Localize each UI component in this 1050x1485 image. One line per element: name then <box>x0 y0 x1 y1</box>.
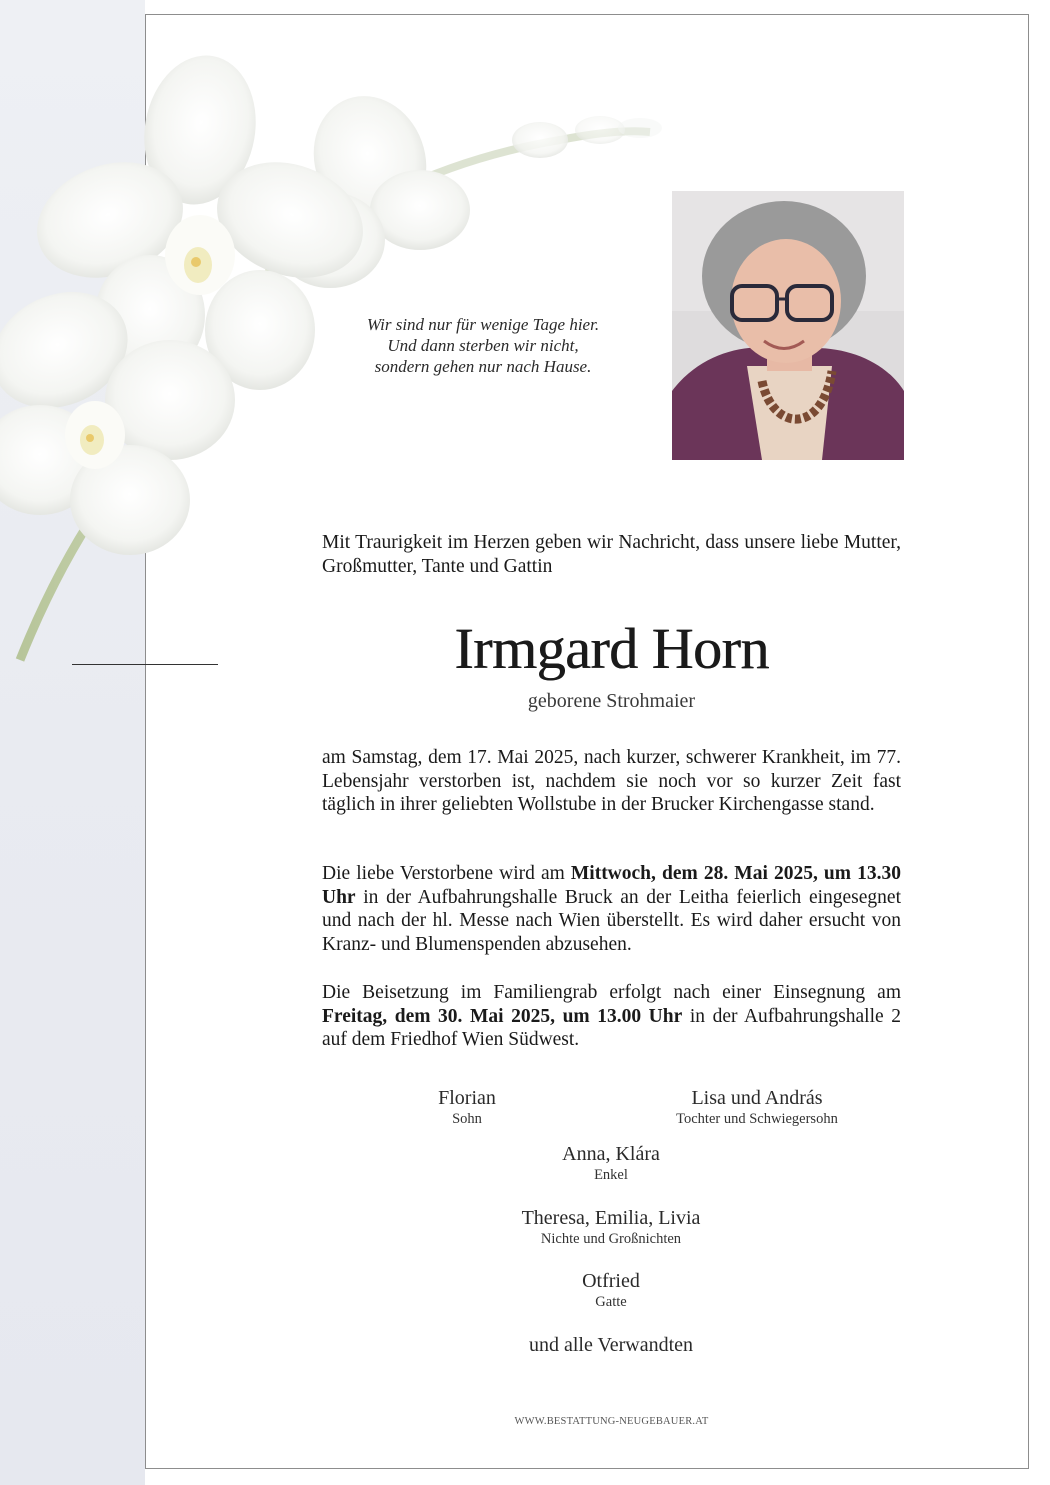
mourner-entry <box>480 1206 742 1249</box>
text-span: Die liebe Verstorbene wird am <box>322 863 571 884</box>
text-span: Die Beisetzung im Familiengrab erfolgt nach einer Einsegnung am <box>322 982 901 1003</box>
death-paragraph: am Samstag, dem 17. Mai 2025, nach kurzer, schwerer Krankheit, im 77. Lebensjahr verstorben ist, nachdem sie noch vor so kurzer Zeit fast täglich in ihrer geliebten Wollstube in der Brucker Kirchengasse stand. <box>322 747 901 816</box>
text-span: in der Aufbahrungshalle 2 auf dem Friedhof Wien Südwest. <box>322 1005 901 1051</box>
mourner-relation: Enkel <box>594 1167 628 1183</box>
closing-text: und alle Verwandten <box>528 1334 694 1356</box>
portrait-photo <box>672 191 904 460</box>
text-span: in der Aufbahrungshalle Bruck an der Leitha feierlich eingesegnet und nach der hl. Messe nach Wien überstellt. Es wird daher ersucht von Kranz- und Blumenspenden abzusehen. <box>322 886 901 955</box>
burial-date: Freitag, dem 30. Mai 2025, um 13.00 Uhr <box>322 1005 683 1027</box>
mourner-names: Theresa, Emilia, Livia <box>521 1207 701 1229</box>
website-url: WWW.BESTATTUNG-NEUGEBAUER.AT <box>514 1416 709 1427</box>
funeral-date: Mittwoch, dem 28. Mai 2025, um 13.30 Uhr <box>322 863 901 908</box>
mourner-relation: Tochter und Schwiegersohn <box>676 1111 838 1127</box>
mourner-entry <box>500 1269 722 1312</box>
funeral-paragraph <box>322 862 901 956</box>
burial-paragraph <box>322 981 901 1052</box>
mourner-names: Otfried <box>582 1270 640 1292</box>
mourner-relation: Gatte <box>595 1294 627 1310</box>
maiden-name: geborene Strohmaier <box>527 690 696 712</box>
quote-line: Wir sind nur für wenige Tage hier. <box>366 315 600 334</box>
mourner-names: Lisa und András <box>691 1087 823 1109</box>
quote-line: Und dann sterben wir nicht, <box>387 336 579 355</box>
mourner-entry <box>400 1086 534 1129</box>
mourner-names: Florian <box>438 1087 496 1109</box>
closing-line <box>470 1333 752 1357</box>
mourner-entry <box>500 1142 722 1185</box>
mourner-relation: Sohn <box>452 1111 482 1127</box>
mourner-entry <box>646 1086 868 1129</box>
quote-line: sondern gehen nur nach Hause. <box>374 357 592 376</box>
mourner-names: Anna, Klára <box>562 1143 660 1165</box>
deceased-name: Irmgard Horn <box>454 616 769 681</box>
separator-line <box>72 664 218 665</box>
quote <box>330 314 636 377</box>
mourner-relation: Nichte und Großnichten <box>540 1231 682 1247</box>
intro-text: Mit Traurigkeit im Herzen geben wir Nachricht, dass unsere liebe Mutter, Großmutter, Tante und Gattin <box>322 532 901 577</box>
